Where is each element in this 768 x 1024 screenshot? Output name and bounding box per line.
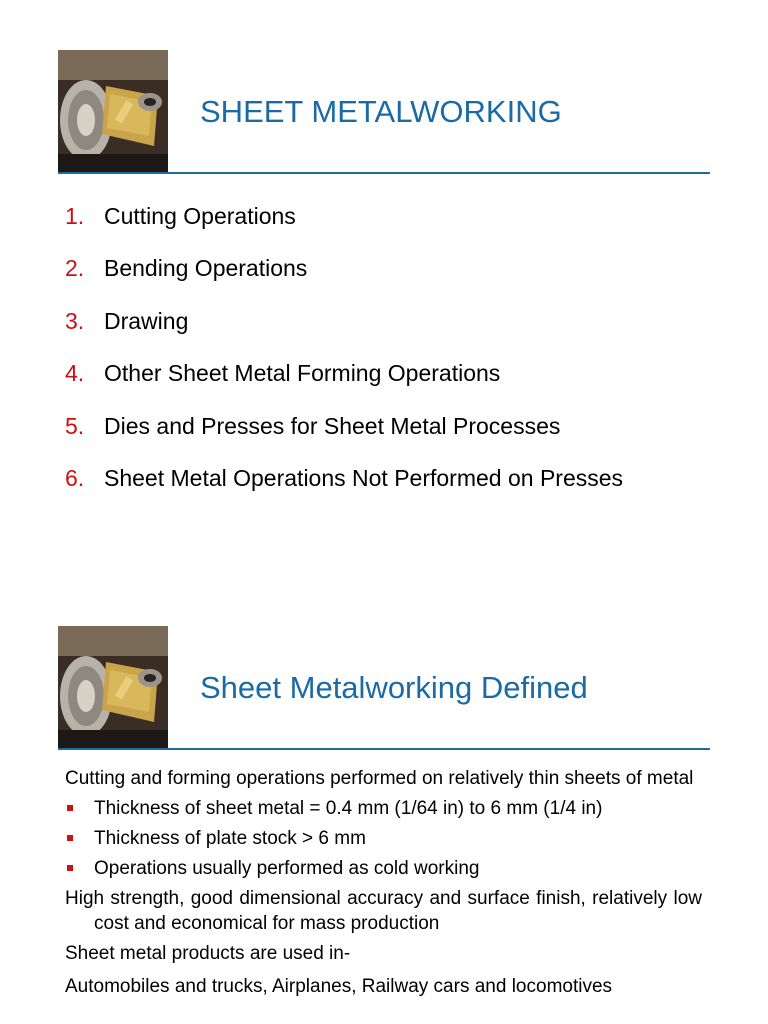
item-number: 5. (65, 412, 85, 439)
bullet-item (65, 856, 702, 881)
list-item (65, 255, 623, 307)
sheet-metal-die-photo (58, 50, 168, 172)
bullet-item (65, 796, 702, 821)
bullet-item (65, 826, 702, 851)
products-intro: Sheet metal products are used in- (65, 943, 351, 964)
bullet-square-icon (67, 835, 73, 841)
item-number: 4. (65, 360, 85, 387)
item-label: Sheet Metal Operations Not Performed on Presses (104, 464, 624, 491)
bullet-text: Operations usually performed as cold working (94, 858, 480, 879)
item-number: 3. (65, 307, 85, 334)
slide-body (65, 766, 702, 1004)
intro-paragraph: Cutting and forming operations performed on relatively thin sheets of metal (65, 768, 694, 789)
slide-sheet-metalworking-defined (0, 576, 768, 1024)
topic-list (65, 203, 623, 517)
bullet-text: Thickness of sheet metal = 0.4 mm (1/64 in) to 6 mm (1/4 in) (94, 798, 603, 819)
list-item (65, 203, 623, 255)
item-number: 1. (65, 203, 85, 229)
list-item (65, 360, 623, 412)
bullet-square-icon (67, 865, 73, 871)
list-item (65, 308, 623, 360)
products-paragraph: Automobiles and trucks, Airplanes, Railway cars and locomotives (65, 976, 613, 997)
item-number: 2. (65, 255, 85, 282)
item-label: Dies and Presses for Sheet Metal Processes (104, 412, 561, 439)
sheet-metal-die-photo (58, 626, 168, 748)
list-item (65, 465, 623, 517)
item-label: Cutting Operations (104, 203, 296, 229)
bullet-list (65, 796, 702, 881)
slide-title: Sheet Metalworking Defined (200, 670, 588, 705)
title-divider (58, 172, 710, 174)
bullet-square-icon (67, 805, 73, 811)
slide-title: SHEET METALWORKING (200, 94, 562, 129)
item-number: 6. (65, 464, 85, 491)
title-divider (58, 748, 710, 750)
item-label: Bending Operations (104, 255, 308, 282)
advantages-paragraph: High strength, good dimensional accuracy and surface finish, relatively low cost and economical for mass production (65, 888, 702, 934)
item-label: Drawing (104, 307, 189, 334)
bullet-text: Thickness of plate stock > 6 mm (94, 828, 366, 849)
item-label: Other Sheet Metal Forming Operations (104, 360, 501, 387)
list-item (65, 413, 623, 465)
